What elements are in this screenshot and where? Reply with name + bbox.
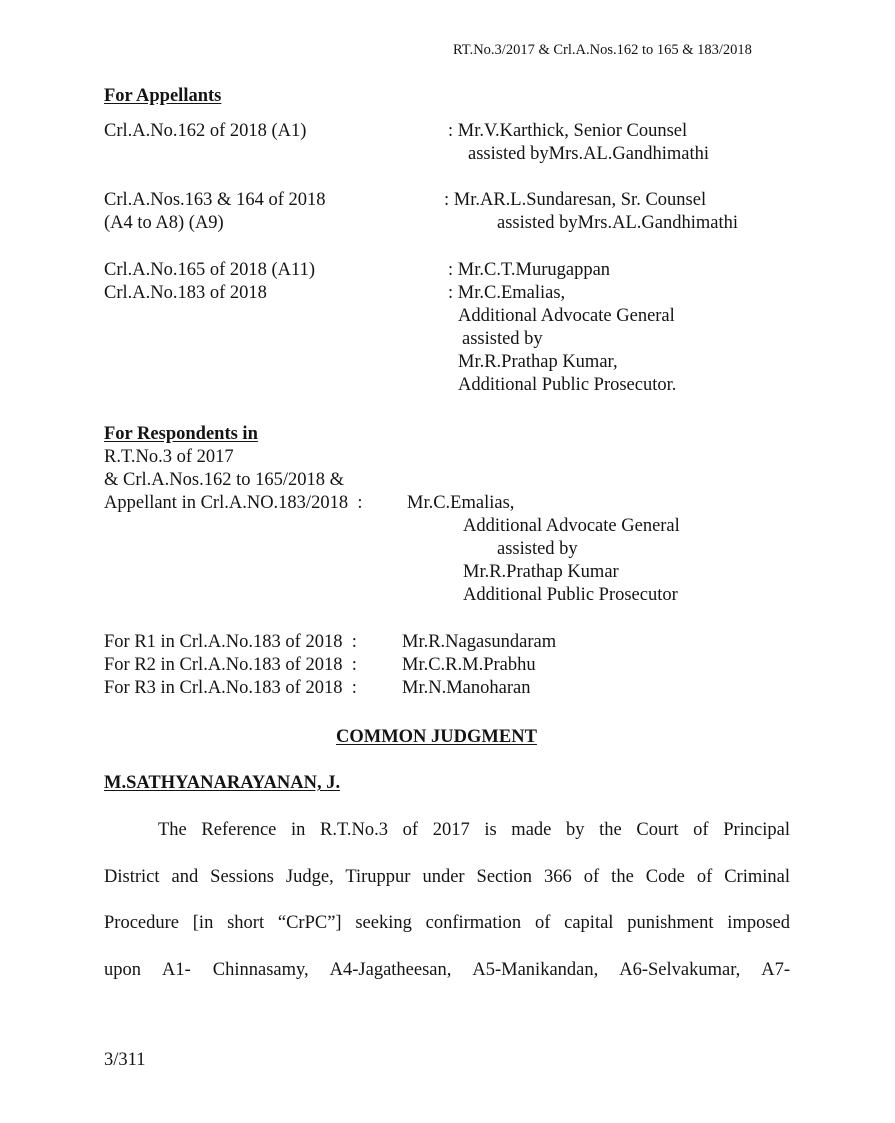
respondents-case-1: R.T.No.3 of 2017 [104,447,234,467]
appellant-counsel-4-assistant-title: Additional Public Prosecutor. [458,375,677,395]
appellant-counsel-4-assisted: assisted by [462,329,543,349]
appellant-case-4: Crl.A.No.183 of 2018 [104,283,267,303]
other-respondent-counsel-r2: Mr.C.R.M.Prabhu [402,655,536,675]
respondents-heading: For Respondents in [104,424,258,444]
appellant-counsel-1-assist: assisted byMrs.AL.Gandhimathi [468,144,709,164]
appellants-heading: For Appellants [104,86,222,106]
other-respondent-counsel-r1: Mr.R.Nagasundaram [402,632,557,652]
judgment-line-1: The Reference in R.T.No.3 of 2017 is made by the Court of Principal [158,820,790,840]
judgment-line-4: upon A1- Chinnasamy, A4-Jagatheesan, A5-Manikandan, A6-Selvakumar, A7- [104,959,790,980]
appellant-counsel-4: : Mr.C.Emalias, [448,283,566,303]
judgment-line-2: District and Sessions Judge, Tiruppur under Section 366 of the Code of Criminal [104,866,790,887]
appellant-counsel-2: : Mr.AR.L.Sundaresan, Sr. Counsel [444,190,707,210]
appellant-counsel-3: : Mr.C.T.Murugappan [448,260,611,280]
judgment-line-3: Procedure [in short “CrPC”] seeking confirmation of capital punishment imposed [104,913,790,933]
respondents-counsel: Mr.C.Emalias, [407,493,515,513]
other-respondent-label-r1: For R1 in Crl.A.No.183 of 2018 : [104,632,357,652]
judgment-paragraph [104,807,790,993]
case-reference-header: RT.No.3/2017 & Crl.A.Nos.162 to 165 & 183/2018 [453,42,752,58]
respondents-case-2: & Crl.A.Nos.162 to 165/2018 & [104,470,344,490]
appellant-case-2-accused: (A4 to A8) (A9) [104,213,224,233]
appellant-case-3: Crl.A.No.165 of 2018 (A11) [104,260,316,280]
respondents-assisted: assisted by [497,539,578,559]
appellant-counsel-4-assistant: Mr.R.Prathap Kumar, [458,352,618,372]
page-number: 3/311 [104,1050,146,1070]
respondents-case-3: Appellant in Crl.A.NO.183/2018 : [104,493,363,513]
respondents-counsel-title: Additional Advocate General [463,516,680,536]
other-respondent-label-r2: For R2 in Crl.A.No.183 of 2018 : [104,655,357,675]
appellant-counsel-2-assist: assisted byMrs.AL.Gandhimathi [497,213,738,233]
respondents-assistant-title: Additional Public Prosecutor [463,585,678,605]
other-respondent-counsel-r3: Mr.N.Manoharan [402,678,531,698]
judge-name: M.SATHYANARAYANAN, J. [104,773,341,793]
appellant-case-1: Crl.A.No.162 of 2018 (A1) [104,121,307,141]
respondents-assistant: Mr.R.Prathap Kumar [463,562,619,582]
appellant-counsel-1: : Mr.V.Karthick, Senior Counsel [448,121,688,141]
appellant-counsel-4-title: Additional Advocate General [458,306,675,326]
judgment-title: COMMON JUDGMENT [336,727,537,747]
appellant-case-2: Crl.A.Nos.163 & 164 of 2018 [104,190,326,210]
other-respondent-label-r3: For R3 in Crl.A.No.183 of 2018 : [104,678,357,698]
